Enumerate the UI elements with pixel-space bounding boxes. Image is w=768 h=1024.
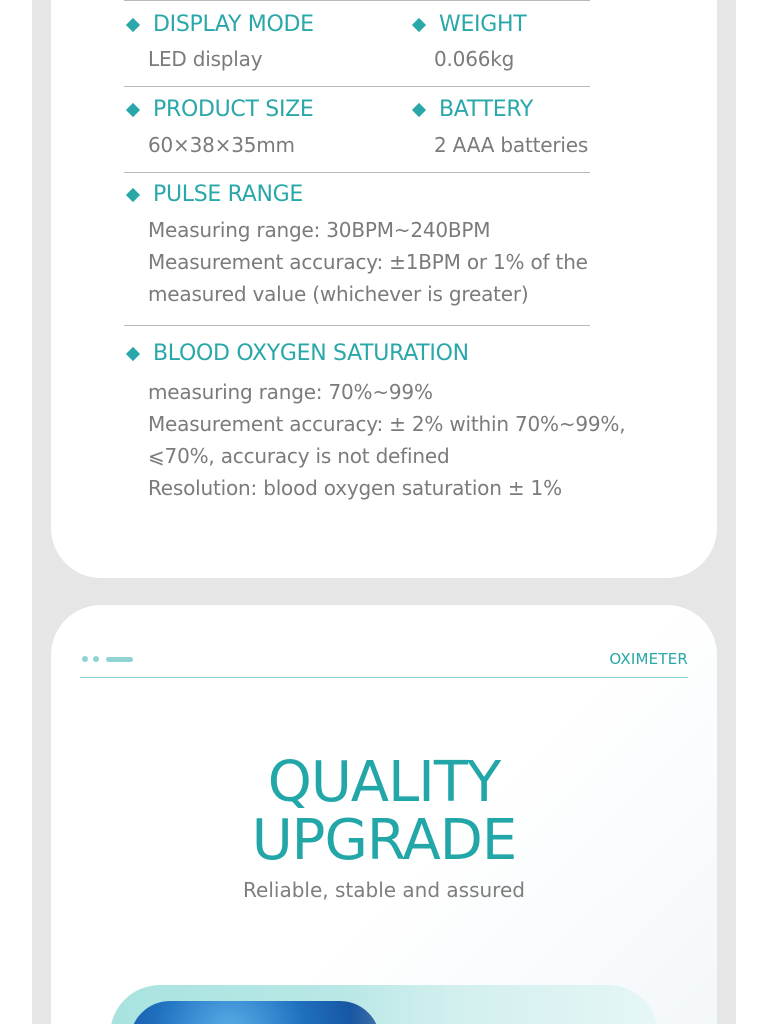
spec-line: Measuring range: 30BPM~240BPM (148, 218, 491, 242)
quality-subtitle: Reliable, stable and assured (243, 878, 525, 902)
spec-description (148, 376, 625, 504)
spec-line: measured value (whichever is greater) (148, 282, 529, 306)
divider (124, 325, 590, 326)
divider (124, 0, 590, 1)
diamond-bullet-icon (412, 102, 426, 116)
spec-title: PULSE RANGE (153, 182, 304, 207)
spec-line: ⩽70%, accuracy is not defined (148, 444, 450, 468)
diamond-bullet-icon (412, 17, 426, 31)
spec-line: Measurement accuracy: ± 2% within 70%~99%, (148, 412, 626, 436)
spec-title: DISPLAY MODE (153, 12, 314, 37)
spec-line: Measurement accuracy: ±1BPM or 1% of the (148, 250, 588, 274)
spec-title: BLOOD OXYGEN SATURATION (153, 341, 469, 366)
spec-value: 2 AAA batteries (434, 133, 589, 157)
spec-line: measuring range: 70%~99% (148, 380, 433, 404)
section-rule (80, 677, 688, 678)
divider (124, 86, 590, 87)
diamond-bullet-icon (126, 102, 140, 116)
quality-title-line2: UPGRADE (251, 808, 517, 873)
spec-line: Resolution: blood oxygen saturation ± 1% (148, 476, 562, 500)
product-photo (130, 1001, 380, 1024)
page-left-edge (0, 0, 32, 1024)
diamond-bullet-icon (126, 187, 140, 201)
spec-value: 0.066kg (434, 47, 515, 71)
spec-description (148, 214, 588, 310)
spec-title: PRODUCT SIZE (153, 97, 314, 122)
divider (124, 172, 590, 173)
diamond-bullet-icon (126, 17, 140, 31)
spec-value: 60×38×35mm (148, 133, 295, 157)
page-right-edge (736, 0, 768, 1024)
quality-title-line1: QUALITY (267, 750, 501, 815)
spec-value: LED display (148, 47, 263, 71)
spec-title: BATTERY (439, 97, 534, 122)
section-label: OXIMETER (609, 650, 688, 668)
spec-title: WEIGHT (439, 12, 527, 37)
product-photo-frame (110, 985, 658, 1024)
section-dots-icon (82, 656, 133, 662)
diamond-bullet-icon (126, 346, 140, 360)
